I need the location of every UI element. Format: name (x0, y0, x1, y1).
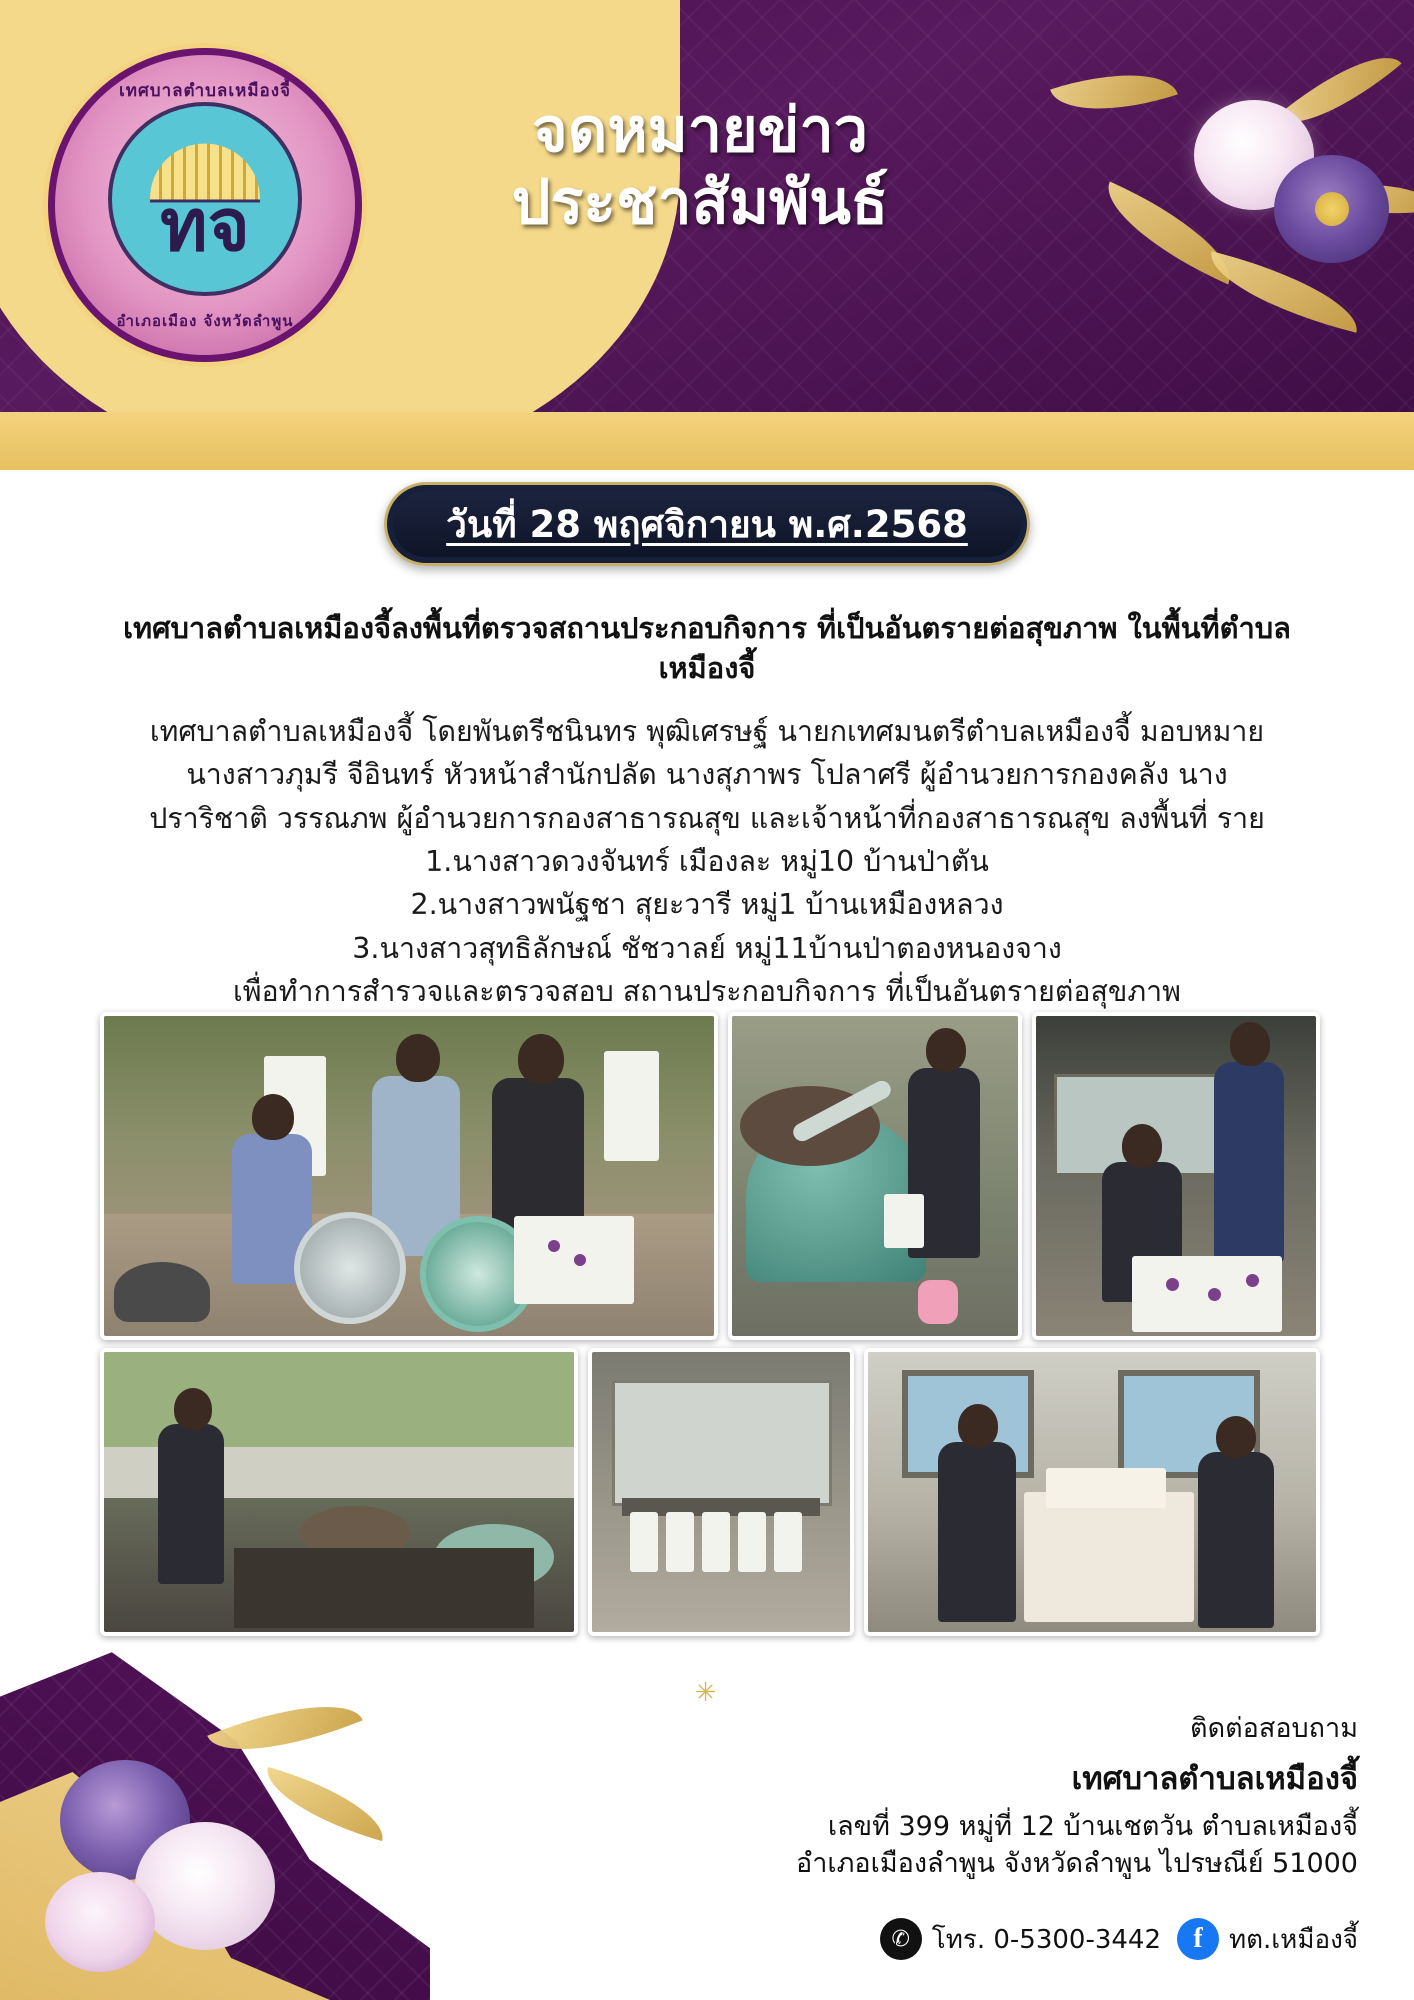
contact-icons-row (638, 1918, 1358, 1960)
photo-2 (728, 1012, 1022, 1340)
contact-line-1: ติดต่อสอบถาม (1190, 1713, 1358, 1745)
facebook-label: ทต.เหมืองจี้ (1229, 1924, 1358, 1955)
header-banner (0, 0, 1414, 470)
flower-purple-icon (1274, 155, 1389, 263)
photo-4 (100, 1348, 578, 1636)
floral-decoration-top-right (1004, 60, 1414, 360)
body-text (60, 710, 1354, 1013)
date-text: วันที่ 28 พฤศจิกายน พ.ศ.2568 (446, 502, 968, 546)
body-line-3: ปราริชาติ วรรณภพ ผู้อำนวยการกองสาธารณสุข และเจ้าหน้าที่กองสาธารณสุข ลงพื้นที่ ราย (149, 801, 1265, 835)
body-line-4: 1.นางสาวดวงจันทร์ เมืองละ หมู่10 บ้านป่าตัน (425, 844, 989, 878)
logo-glyph: ทจ (160, 183, 250, 268)
header-gold-strip (0, 412, 1414, 470)
contact-org-name: เทศบาลตำบลเหมืองจี้ (1071, 1761, 1358, 1798)
headline: เทศบาลตำบลเหมืองจี้ลงพื้นที่ตรวจสถานประกอบกิจการ ที่เป็นอันตรายต่อสุขภาพ ในพื้นที่ตำบลเหมืองจี้ (123, 611, 1291, 686)
page-title-line1: จดหมายข่าว (532, 95, 868, 166)
flower-pink-footer-icon (45, 1872, 155, 1972)
photo-gallery (0, 1012, 1414, 1644)
body-line-6: 3.นางสาวสุทธิลักษณ์ ชัชวาลย์ หมู่11บ้านป่าตองหนองจาง (352, 931, 1062, 965)
logo-emblem (108, 102, 302, 296)
body-line-1: เทศบาลตำบลเหมืองจี้ โดยพันตรีชนินทร พุฒิเศรษฐ์ นายกเทศมนตรีตำบลเหมืองจี้ มอบหมาย (149, 715, 1265, 748)
phone-chip[interactable] (880, 1918, 1161, 1960)
phone-icon: ✆ (880, 1918, 922, 1960)
photo-6 (864, 1348, 1320, 1636)
contact-address-line-1: เลขที่ 399 หมู่ที่ 12 บ้านเชตวัน ตำบลเหมืองจี้ (827, 1811, 1358, 1843)
page-title-line2: ประชาสัมพันธ์ (511, 166, 889, 238)
photo-1 (100, 1012, 718, 1340)
body-line-7: เพื่อทำการสำรวจและตรวจสอบ สถานประกอบกิจการ ที่เป็นอันตรายต่อสุขภาพ (233, 974, 1181, 1008)
date-badge (384, 482, 1030, 566)
contact-block (638, 1706, 1358, 1882)
flower-white-footer-icon (135, 1822, 275, 1950)
page-title (380, 95, 1020, 239)
photo-5 (588, 1348, 854, 1636)
photo-3 (1032, 1012, 1320, 1340)
facebook-icon: f (1177, 1918, 1219, 1960)
phone-label: โทร. 0-5300-3442 (931, 1924, 1161, 1955)
body-line-2: นางสาวภุมรี จีอินทร์ หัวหน้าสำนักปลัด นางสุภาพร โปลาศรี ผู้อำนวยการกองคลัง นาง (186, 758, 1228, 792)
municipality-logo (48, 48, 362, 362)
logo-text-top: เทศบาลตำบลเหมืองจี้ (118, 81, 292, 101)
divider-glyph: ✳ (694, 1678, 720, 1708)
contact-address-line-2: อำเภอเมืองลำพูน จังหวัดลำพูน ไปรษณีย์ 51000 (796, 1847, 1358, 1879)
body-line-5: 2.นางสาวพนัฐชา สุยะวารี หมู่1 บ้านเหมืองหลวง (410, 888, 1004, 922)
logo-text-bottom: อำเภอเมือง จังหวัดลำพูน (116, 312, 294, 330)
facebook-chip[interactable] (1177, 1918, 1358, 1960)
